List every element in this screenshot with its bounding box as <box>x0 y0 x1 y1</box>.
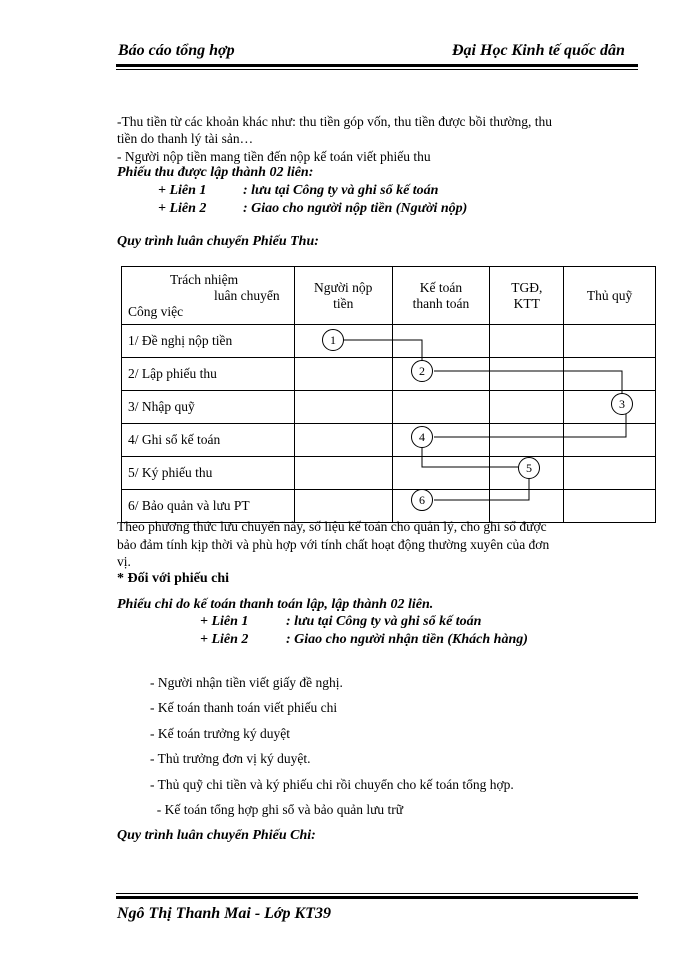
paragraph-line: Theo phương thức lưu chuyển này, số liệu kế toán cho quản lý, cho ghi sổ được <box>117 519 547 534</box>
row-label: 1/ Đề nghị nộp tiền <box>122 325 295 358</box>
receipt-copy-label-1: + Liên 1 <box>158 183 207 198</box>
row-label: 5/ Ký phiếu thu <box>122 457 295 490</box>
flow-node-2: 2 <box>411 360 433 382</box>
flow-node-4: 4 <box>411 426 433 448</box>
header-rule-thick <box>116 64 638 67</box>
row-label: 4/ Ghi sổ kế toán <box>122 424 295 457</box>
table-row <box>122 358 656 391</box>
row-label: 6/ Bảo quản và lưu PT <box>122 490 295 523</box>
payment-copy-label-1: + Liên 1 <box>200 614 249 629</box>
payment-copy-label-2: + Liên 2 <box>200 632 249 647</box>
footer-rule-thick <box>116 896 638 899</box>
flow-node-5: 5 <box>518 457 540 479</box>
footer-author: Ngô Thị Thanh Mai - Lớp KT39 <box>117 905 331 922</box>
table-row <box>122 490 656 523</box>
header-left-title: Báo cáo tổng hợp <box>118 42 235 59</box>
header-right-title: Đại Học Kinh tế quốc dân <box>452 42 625 59</box>
paragraph-line: vị. <box>117 554 131 569</box>
corner-label-bottom: Công việc <box>128 303 184 319</box>
table-row <box>122 391 656 424</box>
header-rule-thin <box>116 69 638 70</box>
payment-heading: * Đối với phiếu chi <box>117 571 229 586</box>
table-row <box>122 325 656 358</box>
receipt-copy-label-2: + Liên 2 <box>158 201 207 216</box>
paragraph-line: tiền do thanh lý tài sản… <box>117 131 254 146</box>
corner-cell <box>122 267 295 325</box>
paragraph-line: -Thu tiền từ các khoản khác như: thu tiền góp vốn, thu tiền được bồi thường, thu <box>117 114 552 129</box>
receipt-flow-table <box>121 266 656 523</box>
flow-node-3: 3 <box>611 393 633 415</box>
flow-node-6: 6 <box>411 489 433 511</box>
receipt-copy-text-2: : Giao cho người nộp tiền (Người nộp) <box>243 201 468 216</box>
flow-node-1: 1 <box>322 329 344 351</box>
receipt-flow-title: Quy trình luân chuyển Phiếu Thu: <box>117 234 319 249</box>
table-row <box>122 424 656 457</box>
paragraph-line: bảo đảm tính kịp thời và phù hợp với tính chất hoạt động thường xuyên của đơn <box>117 537 550 552</box>
row-label: 2/ Lập phiếu thu <box>122 358 295 391</box>
payment-flow-title: Quy trình luân chuyển Phiếu Chi: <box>117 828 316 843</box>
receipt-copies-title: Phiếu thu được lập thành 02 liên: <box>117 165 314 180</box>
paragraph-line: - Người nộp tiền mang tiền đến nộp kế toán viết phiếu thu <box>117 149 431 164</box>
payment-step: - Thủ trưởng đơn vị ký duyệt. <box>150 751 311 766</box>
payment-step: - Kế toán trưởng ký duyệt <box>150 726 291 741</box>
column-header-director: TGĐ, KTT <box>490 267 564 325</box>
payment-step: - Kế toán thanh toán viết phiếu chi <box>150 700 338 715</box>
payment-copy-text-2: : Giao cho người nhận tiền (Khách hàng) <box>286 632 528 647</box>
column-header-payer: Người nộp tiền <box>294 267 392 325</box>
table-row <box>122 457 656 490</box>
payment-step: - Người nhận tiền viết giấy đề nghị. <box>150 675 343 690</box>
footer-rule-thin <box>116 893 638 894</box>
row-label: 3/ Nhập quỹ <box>122 391 295 424</box>
column-header-accountant: Kế toán thanh toán <box>392 267 490 325</box>
corner-label-top2: luân chuyển <box>214 287 280 303</box>
payment-step: - Thủ quỹ chi tiền và ký phiếu chi rồi chuyển cho kế toán tổng hợp. <box>150 777 514 792</box>
table-header-row <box>122 267 656 325</box>
column-header-cashier: Thủ quỹ <box>564 267 656 325</box>
payment-step: - Kế toán tổng hợp ghi sổ và bảo quản lưu trữ <box>150 802 404 817</box>
payment-copies-title: Phiếu chi do kế toán thanh toán lập, lập thành 02 liên. <box>117 597 434 612</box>
corner-label-top1: Trách nhiệm <box>170 271 239 287</box>
payment-copy-text-1: : lưu tại Công ty và ghi sổ kế toán <box>286 614 482 629</box>
receipt-copy-text-1: : lưu tại Công ty và ghi sổ kế toán <box>243 183 439 198</box>
